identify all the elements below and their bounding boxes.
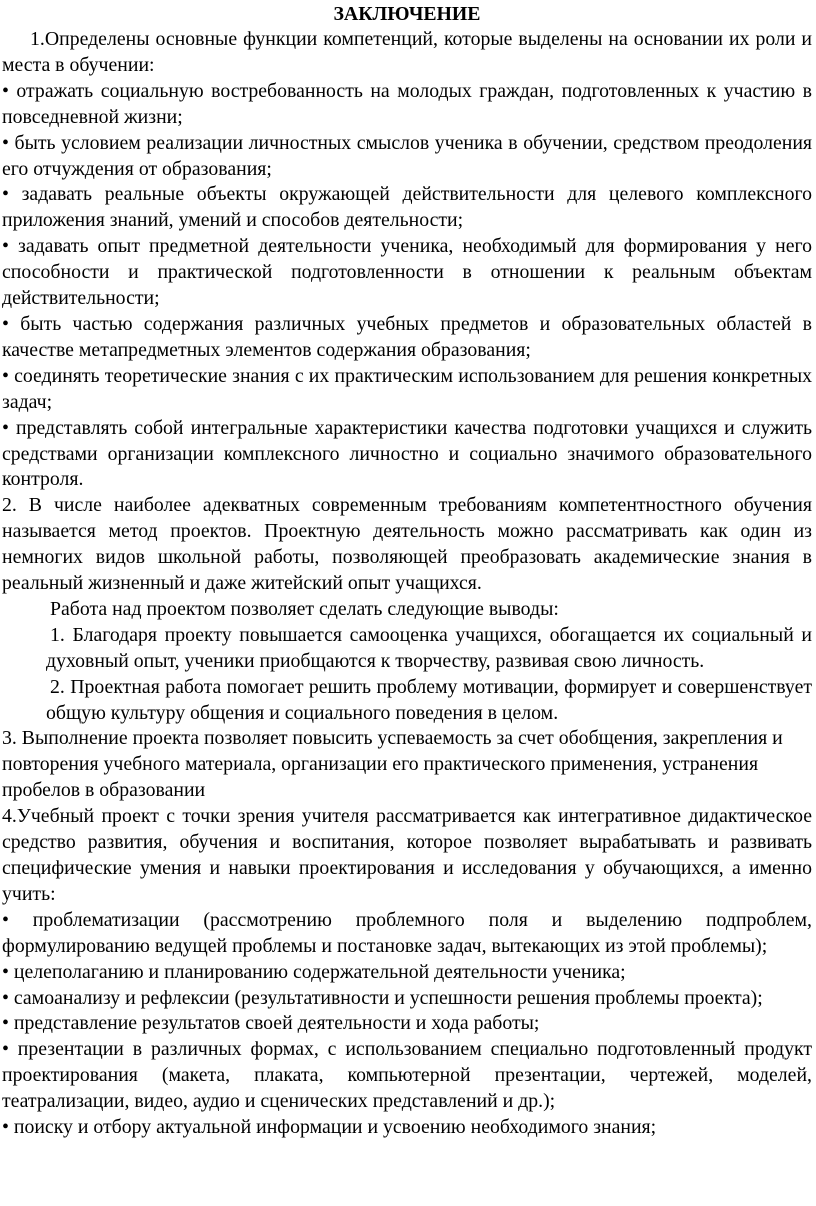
bullet-item: • быть условием реализации личностных смыслов ученика в обучении, средством преодоления его отчуждения от образования;: [2, 131, 812, 180]
page-title: ЗАКЛЮЧЕНИЕ: [333, 3, 481, 25]
numbered-subitem: 2. Проектная работа помогает решить проблему мотивации, формирует и совершенствует общую культуру общения и социального поведения в целом.: [46, 675, 812, 724]
bullet-item: • представлять собой интегральные характеристики качества подготовки учащихся и служить средствами организации комплексного личностно и социально значимого образовательного контроля.: [2, 416, 812, 491]
paragraph-project-method: 2. В числе наиболее адекватных современным требованиям компетентностного обучения называется метод проектов. Проектную деятельность можно рассматривать как один из немногих видов школьной работы, позволяющей преобразовать академические знания в реальный жизненный и даже житейский опыт учащихся.: [2, 494, 812, 595]
bullet-item: • задавать опыт предметной деятельности ученика, необходимый для формирования у него способности и практической подготовленности в отношении к реальным объектам действительности;: [2, 235, 812, 310]
numbered-subitem: 1. Благодаря проекту повышается самооценка учащихся, обогащается их социальный и духовный опыт, ученики приобщаются к творчеству, развивая свою личность.: [46, 623, 812, 672]
bullet-item: • быть частью содержания различных учебных предметов и образовательных областей в качестве метапредметных элементов содержания образования;: [2, 312, 812, 361]
paragraph-performance: 3. Выполнение проекта позволяет повысить успеваемость за счет обобщения, закрепления и повторения учебного материала, организации его практического применения, устранения пробелов в образовании: [2, 727, 783, 802]
bullet-item: • самоанализу и рефлексии (результативности и успешности решения проблемы проекта);: [2, 986, 763, 1009]
paragraph-competence-functions: 1.Определены основные функции компетенций, которые выделены на основании их роли и места в обучении:: [2, 28, 812, 76]
bullet-item: • проблематизации (рассмотрению проблемного поля и выделению подпроблем, формулированию ведущей проблемы и постановке задач, вытекающих из этой проблемы);: [2, 908, 812, 957]
bullet-item: • соединять теоретические знания с их практическим использованием для решения конкретных задач;: [2, 364, 812, 413]
bullet-item: • представление результатов своей деятельности и хода работы;: [2, 1012, 540, 1035]
bullet-item: • отражать социальную востребованность на молодых граждан, подготовленных к участию в повседневной жизни;: [2, 79, 812, 128]
bullet-item: • поиску и отбору актуальной информации и усвоению необходимого знания;: [2, 1116, 657, 1139]
paragraph-conclusions-intro: Работа над проектом позволяет сделать следующие выводы:: [50, 597, 559, 620]
paragraph-educational-project: 4.Учебный проект с точки зрения учителя рассматривается как интегративное дидактическое средство развития, обучения и воспитания, которое позволяет вырабатывать и развивать специфические умения и навыки проектирования и исследования у обучающихся, а именно учить:: [2, 805, 812, 905]
bullet-item: • презентации в различных формах, с использованием специально подготовленный продукт проектирования (макета, плаката, компьютерной презентации, чертежей, моделей, театрализации, видео, аудио и сценических представлений и др.);: [2, 1038, 812, 1113]
bullet-item: • задавать реальные объекты окружающей действительности для целевого комплексного приложения знаний, умений и способов деятельности;: [2, 183, 812, 232]
bullet-item: • целеполаганию и планированию содержательной деятельности ученика;: [2, 960, 626, 983]
